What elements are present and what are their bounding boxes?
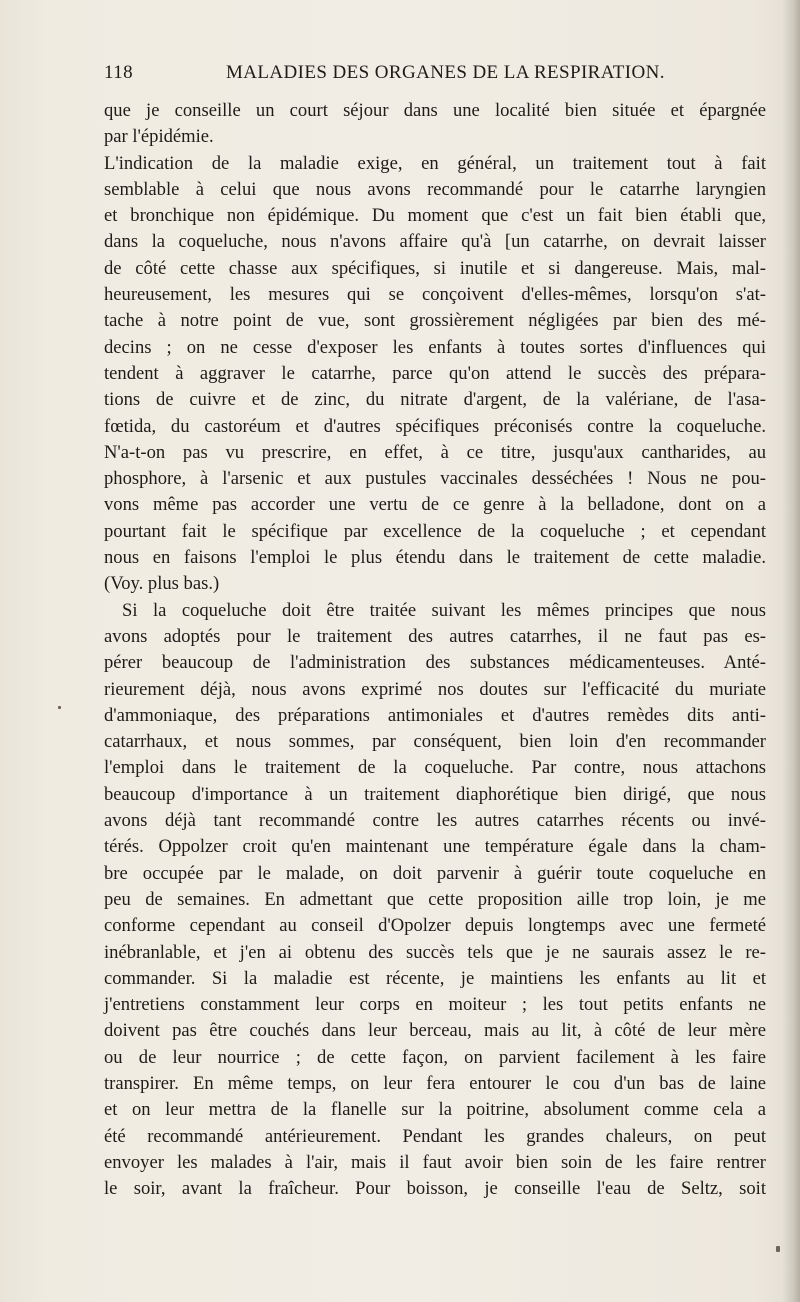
text-line: semblable à celui que nous avons recommandé pour le catarrhe laryngien — [104, 178, 766, 200]
text-line: nous en faisons l'emploi le plus étendu dans le traitement de cette maladie. — [104, 547, 766, 569]
text-line: avons déjà tant recommandé contre les autres catarrhes récents ou invé- — [104, 810, 766, 832]
body-text — [104, 98, 766, 1202]
text-line: le soir, avant la fraîcheur. Pour boisson, je conseille l'eau de Seltz, soit — [104, 1178, 766, 1200]
text-line: catarrhaux, et nous sommes, par conséquent, bien loin d'en recommander — [104, 731, 766, 753]
text-line: pérer beaucoup de l'administration des substances médicamenteuses. Anté- — [104, 652, 766, 674]
print-speck — [776, 1246, 780, 1252]
text-line: et on leur mettra de la flanelle sur la poitrine, absolument comme cela a — [104, 1099, 766, 1121]
text-line: phosphore, à l'arsenic et aux pustules vaccinales desséchées ! Nous ne pou- — [104, 468, 766, 490]
text-line: bre occupée par le malade, on doit parvenir à guérir toute coqueluche en — [104, 862, 766, 884]
text-line: que je conseille un court séjour dans une localité bien située et épargnée — [104, 100, 766, 121]
text-line: j'entretiens constamment leur corps en moiteur ; les tout petits enfants ne — [104, 994, 766, 1016]
text-line: tendent à aggraver le catarrhe, parce qu'on attend le succès des prépara- — [104, 362, 766, 384]
text-line: decins ; on ne cesse d'exposer les enfants à toutes sortes d'influences qui — [104, 336, 766, 358]
text-line: (Voy. plus bas.) — [104, 573, 220, 595]
text-line: dans la coqueluche, nous n'avons affaire qu'à [un catarrhe, on devrait laisser — [104, 231, 766, 253]
page-edge-shadow — [782, 0, 800, 1302]
text-line: pourtant fait le spécifique par excellence de la coqueluche ; et cependant — [104, 520, 766, 542]
text-line: avons adoptés pour le traitement des autres catarrhes, il ne faut pas es- — [104, 625, 766, 647]
text-line: vons même pas accorder une vertu de ce genre à la belladone, dont on a — [104, 494, 766, 516]
text-line: inébranlable, et j'en ai obtenu des succès tels que je ne saurais assez le re- — [104, 941, 766, 963]
page-header — [104, 62, 764, 86]
text-line: été recommandé antérieurement. Pendant les grandes chaleurs, on peut — [104, 1125, 766, 1147]
print-speck — [58, 706, 61, 709]
text-line: commander. Si la maladie est récente, je maintiens les enfants au lit et — [104, 967, 766, 989]
text-line: de côté cette chasse aux spécifiques, si inutile et si dangereuse. Mais, mal- — [104, 257, 766, 279]
text-line: conforme cependant au conseil d'Opolzer depuis longtemps avec une fermeté — [104, 915, 766, 937]
text-line: par l'épidémie. — [104, 126, 214, 148]
text-line: peu de semaines. En admettant que cette proposition aille trop loin, je me — [104, 888, 766, 910]
text-line: fœtida, du castoréum et d'autres spécifiques préconisés contre la coqueluche. — [104, 415, 766, 437]
text-line: l'emploi dans le traitement de la coqueluche. Par contre, nous attachons — [104, 757, 766, 779]
page-number: 118 — [104, 62, 133, 83]
text-line: doivent pas être couchés dans leur berceau, mais au lit, à côté de leur mère — [104, 1020, 766, 1042]
text-line: et bronchique non épidémique. Du moment que c'est un fait bien établi que, — [104, 205, 766, 227]
text-line: tache à notre point de vue, sont grossièrement négligées par bien des mé- — [104, 310, 766, 332]
text-line: envoyer les malades à l'air, mais il faut avoir bien soin de les faire rentrer — [104, 1151, 766, 1173]
text-line: térés. Oppolzer croit qu'en maintenant une température égale dans la cham- — [104, 836, 766, 858]
text-line: d'ammoniaque, des préparations antimoniales et d'autres remèdes dits anti- — [104, 704, 766, 726]
text-line: heureusement, les mesures qui se conçoivent d'elles-mêmes, lorsqu'on s'at- — [104, 284, 766, 306]
text-line: N'a-t-on pas vu prescrire, en effet, à ce titre, jusqu'aux cantharides, au — [104, 441, 766, 463]
text-line: tions de cuivre et de zinc, du nitrate d'argent, de la valériane, de l'asa- — [104, 389, 766, 411]
text-line: ou de leur nourrice ; de cette façon, on parvient facilement à les faire — [104, 1046, 766, 1068]
text-line: Si la coqueluche doit être traitée suivant les mêmes principes que nous — [122, 599, 766, 621]
running-title: MALADIES DES ORGANES DE LA RESPIRATION. — [226, 62, 665, 83]
text-line: rieurement déjà, nous avons exprimé nos doutes sur l'efficacité du muriate — [104, 678, 766, 700]
text-line: transpirer. En même temps, on leur fera entourer le cou d'un bas de laine — [104, 1072, 766, 1094]
text-line: beaucoup d'importance à un traitement diaphorétique bien dirigé, que nous — [104, 783, 766, 805]
text-line: L'indication de la maladie exige, en général, un traitement tout à fait — [104, 152, 766, 174]
